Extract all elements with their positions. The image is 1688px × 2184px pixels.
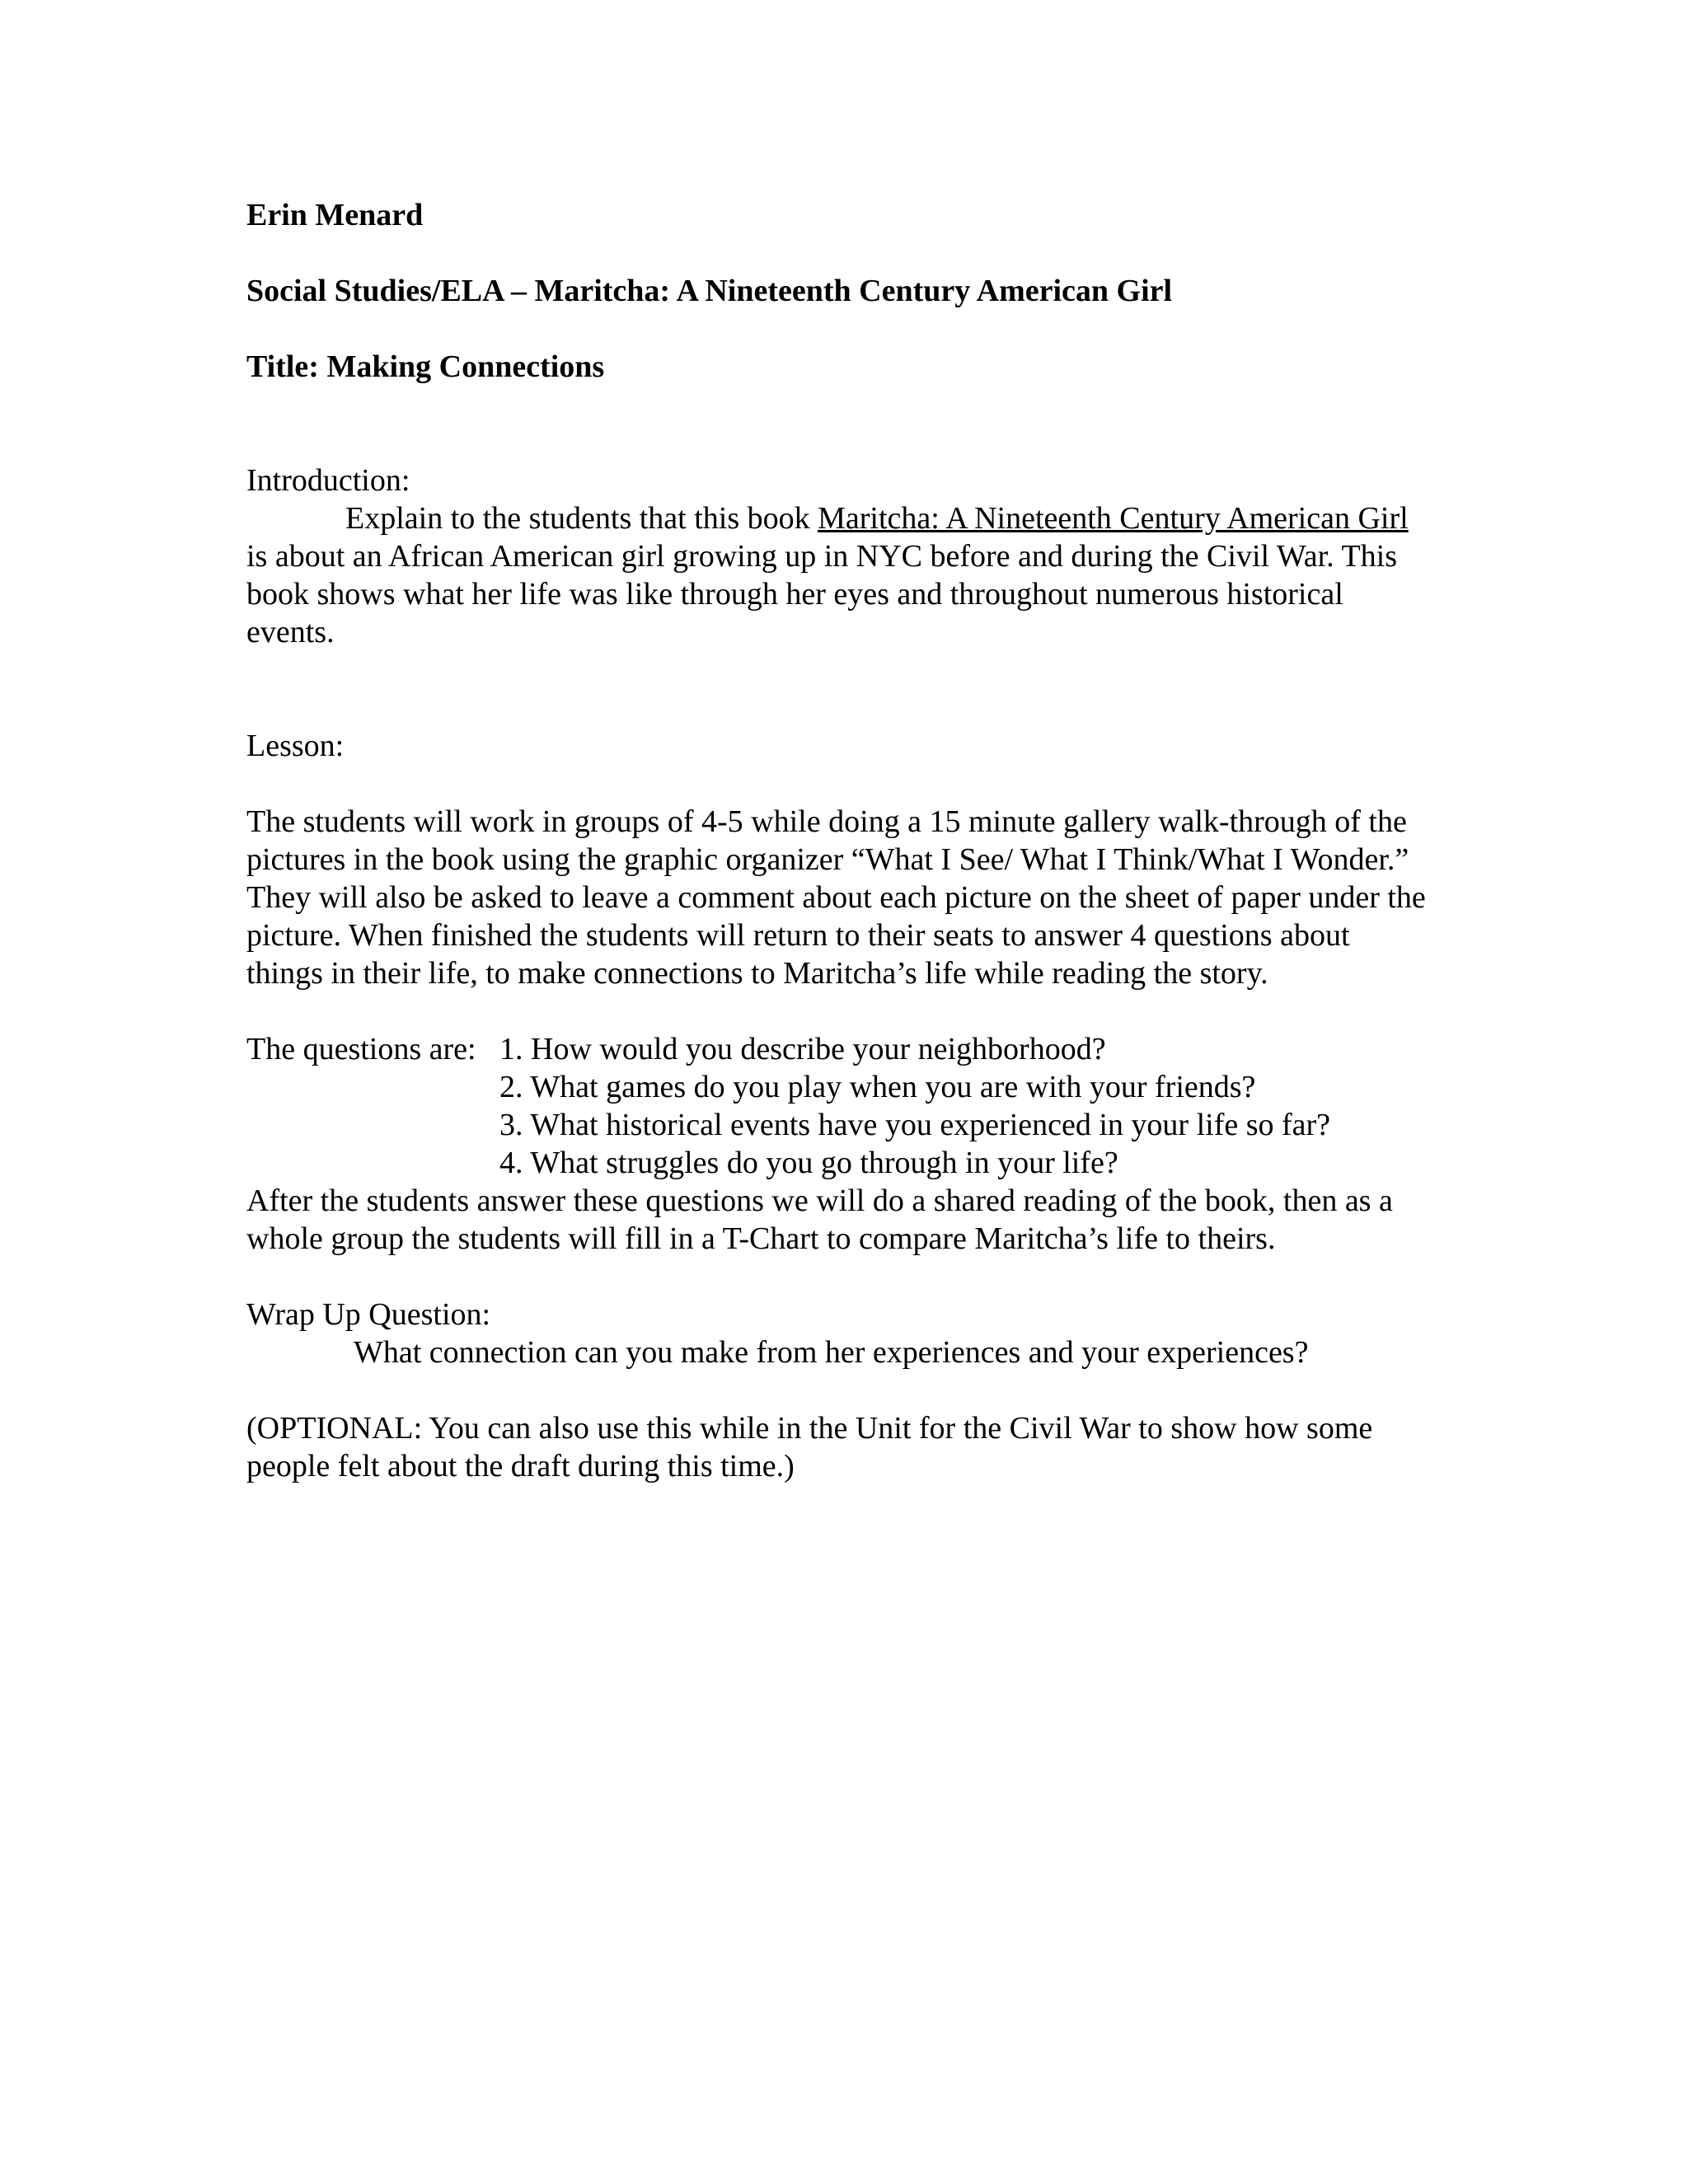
introduction-section bbox=[246, 462, 1433, 651]
introduction-label: Introduction: bbox=[246, 463, 410, 498]
spacer bbox=[246, 1258, 1433, 1296]
wrap-up-section bbox=[246, 1296, 1433, 1371]
lesson-paragraph: The students will work in groups of 4-5 while doing a 15 minute gallery walk-through of the pictures in the book using the graphic organizer “What I See/ What I Think/What I Wonder.” They will also be asked to leave a comment about each picture on the sheet of paper under the picture. When finished the students will return to their seats to answer 4 questions about things in their life, to make connections to Maritcha’s life while reading the story. bbox=[246, 804, 1426, 991]
lesson-section bbox=[246, 727, 1433, 1258]
question-item: 2. What games do you play when you are with your friends? bbox=[499, 1070, 1256, 1104]
introduction-paragraph bbox=[246, 499, 1433, 651]
question-item: 3. What historical events have you experienced in your life so far? bbox=[499, 1108, 1331, 1142]
spacer bbox=[246, 1371, 1433, 1409]
lesson-label: Lesson: bbox=[246, 729, 345, 763]
lesson-title: Title: Making Connections bbox=[246, 349, 605, 384]
questions-list bbox=[499, 1030, 1433, 1182]
introduction-text-after: is about an African American girl growing up in NYC before and during the Civil War. This book shows what her life was like through her eyes and throughout numerous historical events. bbox=[246, 539, 1397, 649]
introduction-text-before: Explain to the students that this book bbox=[345, 501, 818, 536]
subject-heading: Social Studies/ELA – Maritcha: A Nineteenth Century American Girl bbox=[246, 274, 1173, 308]
spacer bbox=[246, 651, 1433, 727]
spacer bbox=[246, 765, 1433, 803]
optional-note: (OPTIONAL: You can also use this while in the Unit for the Civil War to show how some people felt about the draft during this time.) bbox=[246, 1411, 1373, 1483]
question-item: 1. How would you describe your neighborhood? bbox=[499, 1032, 1106, 1066]
document-body bbox=[246, 196, 1433, 1485]
spacer bbox=[246, 992, 1433, 1030]
questions-label: The questions are: bbox=[246, 1032, 492, 1066]
questions-block bbox=[246, 1030, 1433, 1182]
wrap-up-label: Wrap Up Question: bbox=[246, 1297, 491, 1332]
wrap-up-question: What connection can you make from her experiences and your experiences? bbox=[354, 1335, 1309, 1370]
book-title: Maritcha: A Nineteenth Century American Girl bbox=[818, 501, 1409, 536]
after-questions-paragraph: After the students answer these questions we will do a shared reading of the book, then as a whole group the students will fill in a T-Chart to compare Maritcha’s life to theirs. bbox=[246, 1183, 1393, 1256]
question-item: 4. What struggles do you go through in your life? bbox=[499, 1146, 1118, 1180]
author-name: Erin Menard bbox=[246, 198, 424, 232]
